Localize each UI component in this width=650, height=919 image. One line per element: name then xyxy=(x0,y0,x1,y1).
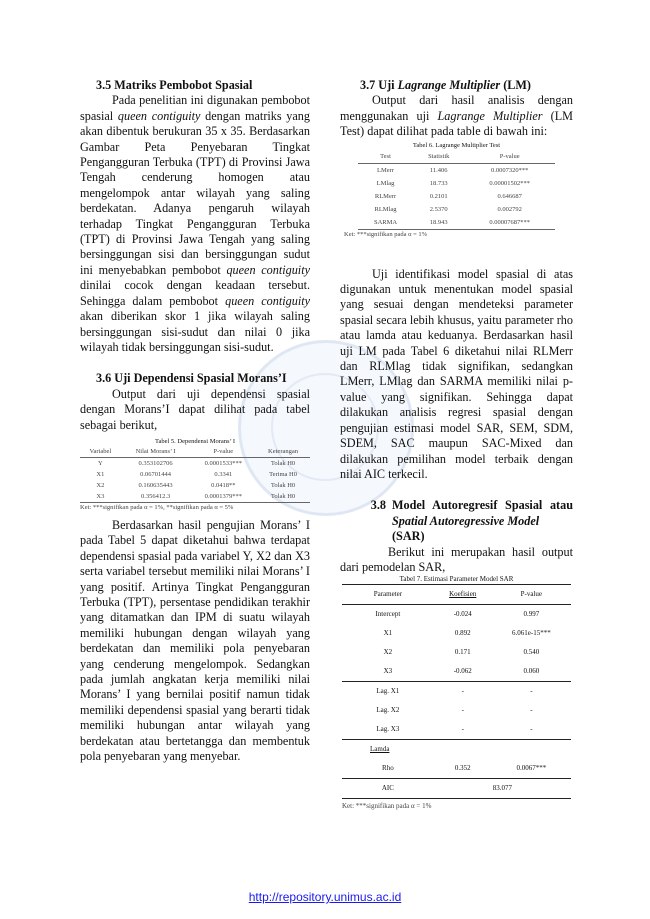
table-cell: 2.5370 xyxy=(429,205,448,213)
table-cell: 0.00007687*** xyxy=(464,216,555,230)
section-3-6-discussion: Berdasarkan hasil pengujian Morans’ I pada Tabel 5 dapat diketahui bahwa terdapat dependensi spasial pada variabel Y, X2 dan X3 serta variabel tersebut memiliki nilai Morans’ I yang positif. Artinya Tingkat Pengangguran Terbuka (TPT), persentase pendidikan terakhir yang ditamatkan dan IPM di suatu wilayah memiliki hubungan dengan wilayah yang berdekatan dan memiliki pola penyebaran yang cenderung mengelompok. Sedangkan pada jumlah angkatan kerja memiliki nilai Morans’ I yang bernilai positif namun tidak memiliki dependensi spasial yang berarti tidak memiliki hubungan antar wilayah yang berdekatan atau bertetangga dan membentuk pola penyebaran yang menyebar. xyxy=(80,517,310,764)
section-3-5-heading: 3.5 Matriks Pembobot Spasial xyxy=(96,78,253,92)
table-6-note: Ket: ***signifikan pada α = 1% xyxy=(344,230,428,238)
table-cell: Lag. X3 xyxy=(376,725,400,734)
table-cell: 18.733 xyxy=(429,179,448,187)
table-cell: 0.540 xyxy=(523,648,540,657)
table-cell: LMlag xyxy=(376,179,395,187)
right-column xyxy=(340,78,573,811)
table-cell: Y xyxy=(98,459,103,467)
table-7-header: Parameter xyxy=(342,585,434,605)
table-cell: X2 xyxy=(383,648,393,657)
table-cell: 0.356412.3 xyxy=(121,491,191,503)
table-5-caption: Tabel 5. Dependensi Morans’ I xyxy=(154,437,236,445)
section-3-8-heading xyxy=(340,498,573,544)
table-cell: X1 xyxy=(96,470,105,478)
table-row xyxy=(358,203,555,216)
table-row xyxy=(342,662,571,682)
table-cell: 0.0001379*** xyxy=(190,491,256,503)
table-row xyxy=(342,605,571,625)
section-number: 3.8 xyxy=(370,498,386,513)
table-5-header: Keterangan xyxy=(256,446,310,458)
table-cell: Tolak H0 xyxy=(270,459,296,467)
table-cell: - xyxy=(492,682,571,702)
section-3-8-intro: Berikut ini merupakan hasil output dari pemodelan SAR, xyxy=(340,544,573,574)
table-row xyxy=(342,643,571,662)
table-cell: 0.06701444 xyxy=(140,470,171,478)
table-cell: 6.061e-15*** xyxy=(512,629,551,638)
table-row xyxy=(358,177,555,190)
table-5-header: P-value xyxy=(190,446,256,458)
table-cell: Terima H0 xyxy=(269,470,297,478)
table-cell: - xyxy=(461,725,464,734)
table-cell: Lamda xyxy=(342,740,434,760)
table-cell: 0.002792 xyxy=(497,205,522,213)
table-cell xyxy=(492,740,571,760)
table-6-caption: Tabel 6. Lagrange Multiplier Test xyxy=(412,141,501,149)
table-7-caption: Tabel 7. Estimasi Parameter Model SAR xyxy=(399,575,514,584)
heading-italic: Lagrange Multiplier xyxy=(397,78,501,92)
table-cell: 0.0001533*** xyxy=(204,459,242,467)
table-cell: X3 xyxy=(383,667,393,676)
table-row xyxy=(342,779,571,799)
table-5-note: Ket: ***signifikan pada α = 1%, **signifikan pada α = 5% xyxy=(80,503,234,511)
table-cell: 0.171 xyxy=(454,648,471,657)
section-3-8-title xyxy=(392,498,573,544)
table-cell: 0.0418** xyxy=(211,481,236,489)
table-cell: Rho xyxy=(382,764,394,773)
table-cell: -0.062 xyxy=(453,667,472,676)
table-cell: 0.997 xyxy=(523,610,540,619)
table-cell: X1 xyxy=(383,629,393,638)
table-cell: Intercept xyxy=(375,610,401,619)
table-cell: 0.352 xyxy=(454,764,471,773)
heading-text: (LM) xyxy=(500,78,531,92)
table-cell: - xyxy=(434,682,492,702)
table-5-header: Nilai Morans’ I xyxy=(121,446,191,458)
table-cell: - xyxy=(530,725,533,734)
table-cell: SARMA xyxy=(358,216,413,230)
table-cell: 0.060 xyxy=(523,667,540,676)
table-cell: Tolak H0 xyxy=(256,491,310,503)
table-7 xyxy=(342,575,571,811)
table-cell: 0.892 xyxy=(454,629,471,638)
table-cell: - xyxy=(461,706,464,715)
table-row xyxy=(80,469,310,480)
table-row xyxy=(80,480,310,491)
left-column xyxy=(80,78,310,764)
heading-text: Model Autoregresif Spasial atau xyxy=(392,498,573,513)
heading-text: 3.7 Uji xyxy=(360,78,398,92)
table-cell: 11.406 xyxy=(429,166,448,174)
table-cell: 0.160635443 xyxy=(138,481,173,489)
table-7-note: Ket: ***signifikan pada α = 1% xyxy=(342,802,432,811)
table-6 xyxy=(344,141,555,239)
table-cell: X2 xyxy=(96,481,105,489)
table-row xyxy=(342,720,571,740)
table-5-header: Variabel xyxy=(80,446,121,458)
section-3-5-paragraph: Pada penelitian ini digunakan pembobot spasial queen contiguity dengan matriks yang akan dibentuk berukuran 35 x 35. Berdasarkan Gambar Peta Penyebaran Tingkat Pengangguran Terbuka (TPT) di Provinsi Jawa Tengah cenderung homogen atau mengelompok antar wilayah yang saling berdekatan. Adanya pengaruh wilayah terhadap Tingkat Pengangguran Terbuka (TPT) di Provinsi Jawa Tengah yang saling bersinggungan sisi dan bersinggungan sudut ini menyebabkan pembobot queen contiguity dinilai cocok dengan keadaan tersebut. Sehingga dalam pembobot queen contiguity akan diberikan skor 1 jika wilayah saling bersinggungan sisi-sudut dan nilai 0 jika wilayah tidak bersinggungan sisi-sudut. xyxy=(80,93,310,354)
table-cell: X3 xyxy=(80,491,121,503)
table-cell: 18.943 xyxy=(413,216,464,230)
table-cell: -0.024 xyxy=(453,610,472,619)
table-row xyxy=(80,491,310,503)
table-6-header: P-value xyxy=(464,150,555,164)
table-cell: Lag. X1 xyxy=(342,682,434,702)
table-row xyxy=(342,740,571,760)
table-row xyxy=(358,216,555,230)
table-cell: 0.0007320*** xyxy=(491,166,529,174)
table-cell: 0.353102706 xyxy=(138,459,173,467)
table-5 xyxy=(80,437,310,512)
repository-link[interactable]: http://repository.unimus.ac.id xyxy=(248,890,402,904)
table-7-header: Koefisien xyxy=(434,585,492,605)
table-7-header: P-value xyxy=(492,585,571,605)
section-3-7-discussion: Uji identifikasi model spasial di atas digunakan untuk menentukan model spasial yang sesuai dengan mendeteksi parameter spasial secara lebih khusus, yaitu parameter rho atau lamda atau keduanya. Berdasarkan hasil uji LM pada Tabel 6 diketahui nilai RLMerr dan RLMlag tidak signifikan, sedangkan LMerr, LMlag dan SARMA memiliki nilai p-value yang signifikan. Sehingga dapat dilakukan analisis regresi spasial dengan pengujian estimasi model SAR, SEM, SDM, SDEM, SAC maupun SAC-Mixed dan dilakukan pemilihan model terbaik dengan nilai AIC terkecil. xyxy=(340,266,573,481)
table-row xyxy=(358,163,555,177)
table-cell: AIC xyxy=(342,779,434,799)
table-cell: LMerr xyxy=(377,166,394,174)
section-3-7-heading xyxy=(340,78,573,93)
table-cell xyxy=(434,740,492,760)
section-3-6-heading: 3.6 Uji Dependensi Spasial Morans’I xyxy=(96,371,287,386)
table-row xyxy=(342,701,571,720)
table-cell: 83.077 xyxy=(434,779,571,799)
table-row xyxy=(342,759,571,779)
table-cell: 0.2101 xyxy=(429,192,448,200)
table-row xyxy=(358,190,555,203)
table-cell: 0.3341 xyxy=(214,470,233,478)
section-3-7-intro: Output dari hasil analisis dengan menggunakan uji Lagrange Multiplier (LM Test) dapat dilihat pada table di bawah ini: xyxy=(340,93,574,139)
heading-text: (SAR) xyxy=(392,529,425,544)
table-cell: 0.00001502*** xyxy=(489,179,531,187)
table-cell: 0.646687 xyxy=(497,192,522,200)
table-6-header: Test xyxy=(358,150,413,164)
table-cell: - xyxy=(530,706,533,715)
table-cell: RLMlag xyxy=(374,205,397,213)
heading-italic: Spatial Autoregressive Model xyxy=(392,513,540,528)
table-6-header: Statistik xyxy=(413,150,464,164)
table-row xyxy=(80,457,310,469)
table-cell: Tolak H0 xyxy=(270,481,296,489)
section-3-6-intro: Output dari uji dependensi spasial dengan Morans’I dapat dilihat pada tabel sebagai berikut, xyxy=(80,386,310,432)
table-row xyxy=(342,682,571,702)
table-cell: 0.0067*** xyxy=(516,764,547,773)
table-cell: Lag. X2 xyxy=(376,706,400,715)
table-cell: RLMerr xyxy=(374,192,397,200)
table-row xyxy=(342,624,571,643)
